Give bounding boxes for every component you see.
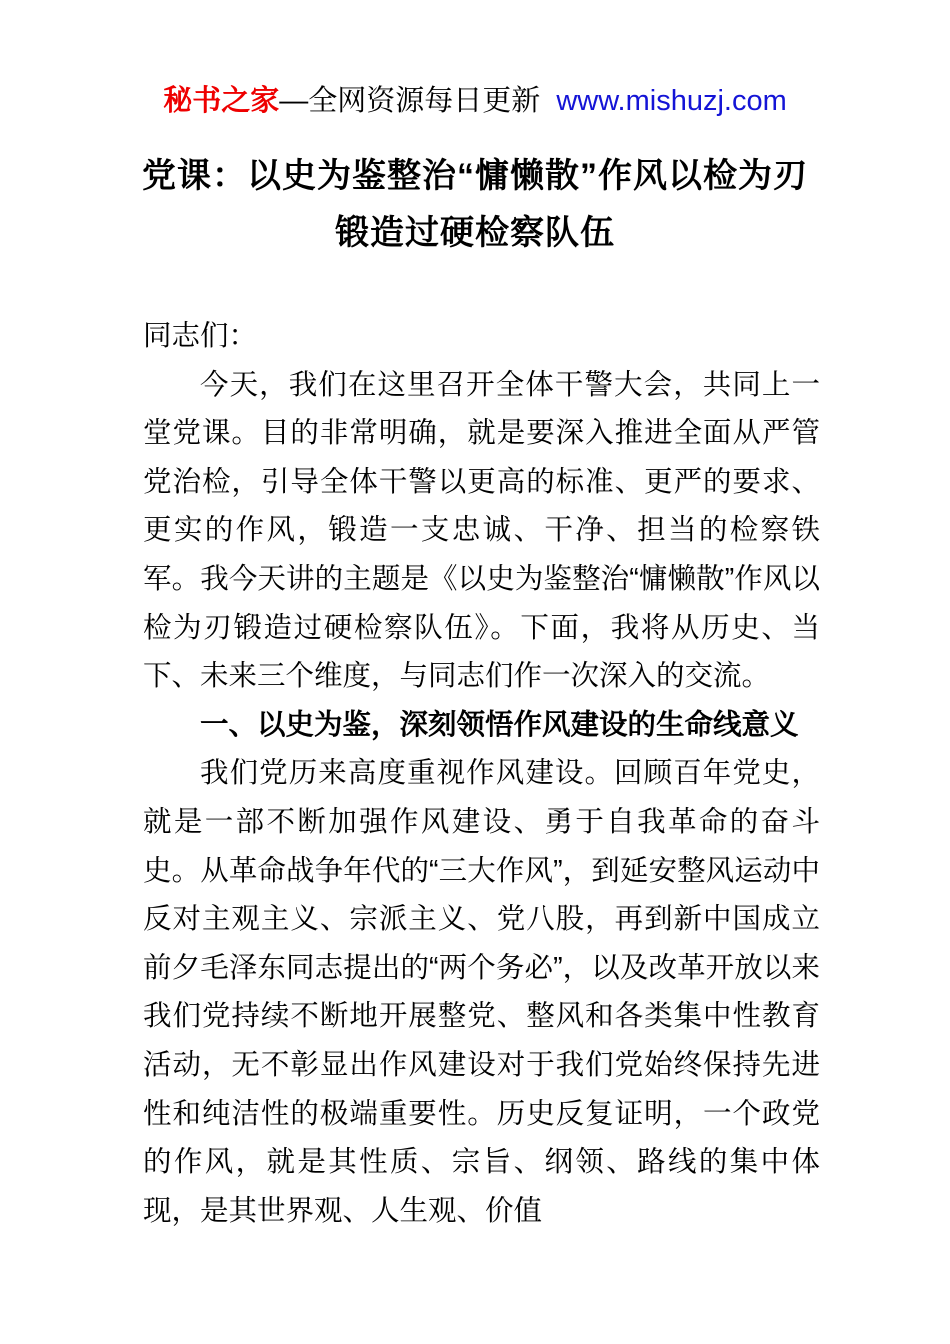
header-tagline: —全网资源每日更新 bbox=[279, 85, 541, 117]
brand-name: 秘书之家 bbox=[163, 85, 280, 117]
page-header bbox=[0, 0, 950, 120]
document-body bbox=[0, 312, 950, 1235]
paragraph-section-one-body: 我们党历来高度重视作风建设。回顾百年党史，就是一部不断加强作风建设、勇于自我革命的奋斗史。从革命战争年代的“三大作风”，到延安整风运动中反对主观主义、宗派主义、党八股，再到新中国成立前夕毛泽东同志提出的“两个务必”，以及改革开放以来我们党持续不断地开展整党、整风和各类集中性教育活动，无不彰显出作风建设对于我们党始终保持先进性和纯洁性的极端重要性。历史反复证明，一个政党的作风，就是其性质、宗旨、纲领、路线的集中体现，是其世界观、人生观、价值 bbox=[143, 757, 820, 1227]
site-url-link[interactable]: www.mishuzj.com bbox=[556, 85, 787, 117]
paragraph-salutation: 同志们： bbox=[143, 320, 258, 352]
paragraph-intro: 今天，我们在这里召开全体干警大会，共同上一堂党课。目的非常明确，就是要深入推进全面从严管党治检，引导全体干警以更高的标准、更严的要求、更实的作风，锻造一支忠诚、干净、担当的检察铁军。我今天讲的主题是《以史为鉴整治“慵懒散”作风以检为刃锻造过硬检察队伍》。下面，我将从历史、当下、未来三个维度，与同志们作一次深入的交流。 bbox=[143, 368, 820, 693]
document-title-line1: 党课：以史为鉴整治“慵懒散”作风以检为刃 bbox=[142, 157, 808, 195]
section-one-heading: 一、以史为鉴，深刻领悟作风建设的生命线意义 bbox=[200, 708, 799, 741]
document-title bbox=[70, 148, 880, 262]
document-title-line2: 锻造过硬检察队伍 bbox=[335, 214, 615, 252]
